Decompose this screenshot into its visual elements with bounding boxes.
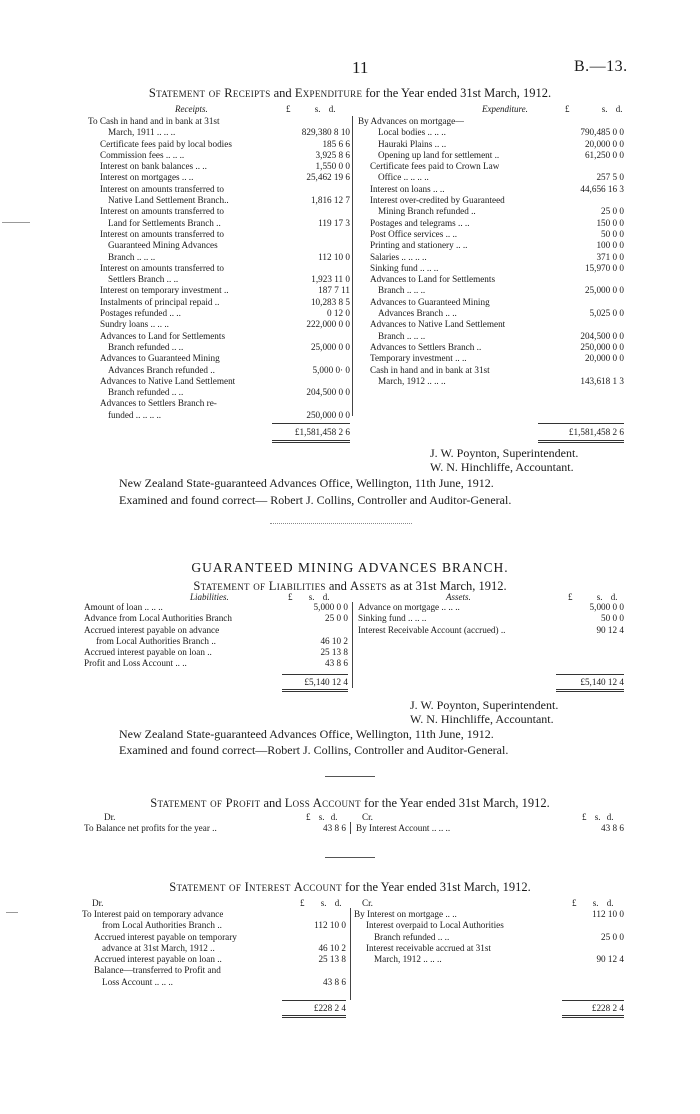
expenditure-row-label: Printing and stationery .. .. — [370, 240, 468, 251]
receipt-row-amount: 187 7 11 — [318, 285, 350, 296]
interest-dr-row-label: advance at 31st March, 1912 .. — [102, 942, 215, 953]
receipt-row-label: funded .. .. .. .. — [108, 409, 162, 420]
receipts-total-double-rule — [272, 440, 350, 443]
liability-row-label: Accrued interest payable on loan .. — [84, 647, 212, 658]
liabilities-total-rule — [282, 674, 348, 675]
interest-cr-row — [354, 920, 624, 931]
liability-row — [84, 647, 348, 658]
liability-row-label: from Local Authorities Branch .. — [96, 635, 216, 646]
receipt-row — [88, 342, 350, 353]
expenditure-row-amount: 100 0 0 — [596, 240, 624, 251]
expenditure-row — [358, 376, 624, 387]
currency-header-right: £ s. d. — [565, 104, 623, 114]
receipt-row — [88, 387, 350, 398]
receipt-row — [88, 252, 350, 263]
expenditure-row-amount: 204,500 0 0 — [580, 330, 624, 341]
examined-note-1: Examined and found correct— Robert J. Collins, Controller and Auditor-General. — [119, 493, 512, 507]
expenditure-row — [358, 150, 624, 161]
liability-row — [84, 636, 348, 647]
receipt-row-label: Branch refunded .. .. — [108, 387, 184, 398]
office-note-1: New Zealand State-guaranteed Advances Office, Wellington, 11th June, 1912. — [119, 476, 494, 490]
receipt-row — [88, 240, 350, 251]
interest-dr-row — [82, 977, 346, 988]
expenditure-row-amount: 25,000 0 0 — [584, 285, 624, 296]
signature-accountant-1: W. N. Hinchliffe, Accountant. — [430, 460, 574, 474]
expenditure-row — [358, 331, 624, 342]
receipt-row-amount: 829,380 8 10 — [301, 127, 350, 138]
receipt-row — [88, 398, 350, 409]
mining-currency-right: £ s. d. — [568, 592, 618, 602]
page-number: 11 — [352, 58, 369, 77]
expenditure-row-label: Opening up land for settlement .. — [378, 149, 500, 160]
expenditure-row-label: Post Office services .. .. — [370, 228, 458, 239]
receipt-row-label: Advances Branch refunded .. — [108, 364, 215, 375]
receipt-row-label: Interest on amounts transferred to — [100, 206, 224, 217]
interest-cr-row-label: Interest overpaid to Local Authorities — [366, 920, 504, 931]
receipt-row-label: Advances to Settlers Branch re- — [100, 398, 217, 409]
asset-row-amount: 5,000 0 0 — [589, 602, 624, 612]
expenditure-row-amount: 143,618 1 3 — [580, 375, 624, 386]
expenditure-table — [358, 116, 624, 387]
profit-loss-currency-left: £ s. d. — [306, 812, 338, 822]
receipt-row-label: Postages refunded .. .. — [100, 308, 181, 319]
receipt-row-label: Interest on mortgages .. .. — [100, 172, 194, 183]
interest-divider — [350, 908, 351, 1000]
expenditure-row-label: Office .. .. .. .. — [378, 172, 429, 183]
receipt-row — [88, 319, 350, 330]
receipt-row — [88, 206, 350, 217]
expenditure-row-amount: 790,485 0 0 — [580, 127, 624, 138]
receipt-row — [88, 116, 350, 127]
receipt-row-amount: 25,462 19 6 — [306, 172, 350, 183]
expenditure-row-label: Interest on loans .. .. — [370, 183, 445, 194]
profit-loss-divider — [350, 822, 351, 834]
expenditure-row-amount: 5,025 0 0 — [589, 308, 624, 319]
receipt-row — [88, 308, 350, 319]
receipt-row-amount: 185 6 6 — [322, 138, 350, 149]
asset-row-amount: 90 12 4 — [596, 624, 624, 635]
receipt-row-label: Sundry loans .. .. .. — [100, 319, 169, 330]
interest-dr-row — [82, 909, 346, 920]
assets-total-rule — [556, 674, 624, 675]
receipt-row — [88, 274, 350, 285]
liability-row-label: Accrued interest payable on advance — [84, 624, 220, 635]
expenditure-row-amount: 371 0 0 — [596, 251, 624, 262]
receipt-row-amount: 0 12 0 — [327, 308, 350, 319]
interest-dr-row — [82, 943, 346, 954]
asset-row-label: Interest Receivable Account (accrued) .. — [358, 624, 506, 635]
margin-mark — [6, 912, 18, 913]
receipt-row — [88, 218, 350, 229]
interest-dr-row-label: Loss Account .. .. .. — [102, 976, 173, 987]
receipts-total-rule — [272, 423, 350, 424]
receipt-row — [88, 139, 350, 150]
expenditure-row-label: Cash in hand and in bank at 31st — [370, 364, 490, 375]
expenditure-row — [358, 285, 624, 296]
receipt-row-label: Branch .. .. .. — [108, 251, 156, 262]
interest-cr-row-amount: 112 10 0 — [592, 909, 624, 919]
receipt-row-label: To Cash in hand and in bank at 31st — [88, 116, 220, 126]
assets-total: £5,140 12 4 — [580, 677, 624, 687]
liabilities-table — [84, 602, 348, 670]
receipt-row-label: Interest on bank balances .. .. — [100, 161, 207, 172]
interest-dr-row — [82, 965, 346, 976]
expenditure-row-label: Postages and telegrams .. .. — [370, 217, 470, 228]
expenditure-row-label: Local bodies .. .. .. — [378, 127, 446, 138]
asset-row — [358, 613, 624, 624]
receipt-row — [88, 285, 350, 296]
liability-row-amount: 46 10 2 — [320, 635, 348, 646]
expenditure-row-label: Temporary investment .. .. — [370, 353, 467, 364]
receipt-row-label: Settlers Branch .. .. — [108, 274, 179, 285]
expenditure-row — [358, 218, 624, 229]
expenditure-row — [358, 161, 624, 172]
office-note-2: New Zealand State-guaranteed Advances Office, Wellington, 11th June, 1912. — [119, 727, 494, 741]
receipts-statement-title: Statement of Receipts and Expenditure for the Year ended 31st March, 1912. — [148, 86, 552, 100]
expenditure-row — [358, 263, 624, 274]
interest-dr-row-amount: 25 13 8 — [318, 954, 346, 965]
interest-dr-row-label: from Local Authorities Branch .. — [102, 920, 222, 931]
receipt-row-label: Branch refunded .. .. — [108, 341, 184, 352]
liability-row-label: Advance from Local Authorities Branch — [84, 613, 232, 624]
expenditure-row-label: By Advances on mortgage— — [358, 116, 465, 126]
expenditure-row-label: Advances to Guaranteed Mining — [370, 296, 490, 307]
expenditure-row — [358, 184, 624, 195]
receipt-row-amount: 5,000 0· 0 — [312, 364, 350, 375]
receipt-row-amount: 250,000 0 0 — [306, 409, 350, 420]
receipt-row — [88, 195, 350, 206]
receipt-row-amount: 119 17 3 — [318, 217, 350, 228]
expenditure-row-amount: 61,250 0 0 — [584, 149, 624, 160]
interest-currency-left: £ s. d. — [300, 898, 342, 908]
receipt-row-amount: 112 10 0 — [318, 251, 350, 262]
interest-dr-row — [82, 932, 346, 943]
mining-column-divider — [352, 602, 353, 688]
interest-dr-table — [82, 909, 346, 988]
expenditure-row-label: Mining Branch refunded .. — [378, 206, 476, 217]
expenditure-row-label: Interest over-credited by Guaranteed — [370, 195, 505, 206]
expenditure-row — [358, 229, 624, 240]
assets-column-head: Assets. — [446, 592, 471, 602]
interest-dr-total: £228 2 4 — [313, 1003, 346, 1013]
expenditure-row — [358, 116, 624, 127]
receipt-row-label: Advances to Guaranteed Mining — [100, 353, 220, 364]
receipt-row — [88, 150, 350, 161]
currency-header-left: £ s. d. — [286, 104, 336, 114]
liabilities-total: £5,140 12 4 — [304, 677, 348, 687]
profit-loss-currency-right: £ s. d. — [582, 812, 614, 822]
receipt-row-label: Interest on amounts transferred to — [100, 228, 224, 239]
expenditure-row-label: March, 1912 .. .. .. — [378, 375, 446, 386]
expenditure-row-amount: 25 0 0 — [601, 206, 624, 217]
expenditure-row-label: Salaries .. .. .. .. — [370, 251, 427, 262]
interest-cr-row — [354, 932, 624, 943]
expenditure-row — [358, 353, 624, 364]
expenditure-total-double-rule — [538, 440, 624, 443]
profit-loss-dr-label: Dr. — [104, 812, 116, 822]
mining-branch-heading: GUARANTEED MINING ADVANCES BRANCH. — [191, 560, 509, 575]
expenditure-row-amount: 20,000 0 0 — [584, 353, 624, 364]
interest-dr-row-label: To Interest paid on temporary advance — [82, 909, 224, 919]
liability-row — [84, 625, 348, 636]
expenditure-row — [358, 342, 624, 353]
asset-row-label: Advance on mortgage .. .. .. — [358, 602, 460, 612]
interest-cr-row-label: Branch refunded .. .. — [374, 931, 450, 942]
expenditure-row-label: Branch .. .. .. — [378, 330, 426, 341]
interest-dr-row-amount: 46 10 2 — [318, 942, 346, 953]
receipt-row-amount: 1,816 12 7 — [310, 195, 350, 206]
interest-title: Statement of Interest Account for the Year ended 31st March, 1912. — [169, 880, 531, 894]
interest-dr-double-rule — [282, 1015, 346, 1018]
signature-accountant-2: W. N. Hinchliffe, Accountant. — [410, 712, 554, 726]
interest-cr-row — [354, 954, 624, 965]
expenditure-row-amount: 20,000 0 0 — [584, 138, 624, 149]
interest-dr-row — [82, 954, 346, 965]
interest-cr-total: £228 2 4 — [591, 1003, 624, 1013]
receipt-row-amount: 1,923 11 0 — [311, 274, 350, 285]
expenditure-row-label: Advances to Land for Settlements — [370, 274, 496, 285]
expenditure-row-amount: 150 0 0 — [596, 217, 624, 228]
expenditure-row-label: Advances Branch .. .. — [378, 308, 457, 319]
receipt-row — [88, 365, 350, 376]
liability-row-amount: 5,000 0 0 — [313, 602, 348, 612]
interest-cr-row — [354, 909, 624, 920]
signature-superintendent-2: J. W. Poynton, Superintendent. — [410, 698, 559, 712]
receipt-row — [88, 297, 350, 308]
section-separator — [270, 523, 412, 524]
expenditure-row-amount: 257 5 0 — [596, 172, 624, 183]
expenditure-row — [358, 319, 624, 330]
receipt-row-label: Commission fees .. .. .. — [100, 149, 185, 160]
expenditure-row — [358, 195, 624, 206]
receipt-row-label: Interest on temporary investment .. — [100, 285, 229, 296]
liability-row — [84, 602, 348, 613]
expenditure-row-amount: 15,970 0 0 — [584, 262, 624, 273]
profit-loss-title: Statement of Profit and Loss Account for the Year ended 31st March, 1912. — [150, 796, 550, 810]
expenditure-row — [358, 252, 624, 263]
expenditure-total: £1,581,458 2 6 — [568, 427, 624, 437]
document-code: B.—13. — [574, 58, 628, 75]
expenditure-total-rule — [538, 423, 624, 424]
mining-currency-left: £ s. d. — [288, 592, 330, 602]
receipt-row — [88, 353, 350, 364]
liability-row-label: Amount of loan .. .. .. — [84, 602, 163, 612]
receipt-row-label: Certificate fees paid by local bodies — [100, 138, 232, 149]
receipt-row-label: Advances to Native Land Settlement — [100, 375, 236, 386]
expenditure-row — [358, 297, 624, 308]
interest-cr-total-rule — [562, 1000, 624, 1001]
examined-note-2: Examined and found correct—Robert J. Collins, Controller and Auditor-General. — [119, 743, 509, 757]
interest-cr-row-label: March, 1912 .. .. .. — [374, 954, 442, 965]
expenditure-row — [358, 308, 624, 319]
receipt-row-label: Land for Settlements Branch .. — [108, 217, 221, 228]
expenditure-row-amount: 50 0 0 — [601, 228, 624, 239]
interest-cr-table — [354, 909, 624, 965]
interest-dr-row-label: Accrued interest payable on loan .. — [94, 954, 222, 965]
interest-dr-row-label: Accrued interest payable on temporary — [94, 931, 237, 942]
signature-superintendent-1: J. W. Poynton, Superintendent. — [430, 446, 579, 460]
margin-mark — [2, 222, 30, 223]
receipt-row-label: Interest on amounts transferred to — [100, 183, 224, 194]
receipt-row-label: Guaranteed Mining Advances — [108, 240, 218, 251]
receipt-row-amount: 25,000 0 0 — [310, 341, 350, 352]
liability-row-label: Profit and Loss Account .. .. — [84, 658, 187, 669]
interest-dr-row-label: Balance—transferred to Profit and — [94, 965, 221, 976]
liability-row-amount: 25 0 0 — [325, 613, 348, 624]
interest-cr-label: Cr. — [362, 898, 373, 908]
receipt-row — [88, 127, 350, 138]
section-separator-3 — [325, 857, 375, 858]
receipt-row-label: Native Land Settlement Branch.. — [108, 195, 229, 206]
expenditure-row — [358, 274, 624, 285]
interest-cr-row-amount: 25 0 0 — [601, 931, 624, 942]
interest-cr-double-rule — [562, 1015, 624, 1018]
receipt-row-amount: 222,000 0 0 — [306, 319, 350, 330]
expenditure-row-label: Hauraki Plains .. .. — [378, 138, 447, 149]
assets-table — [358, 602, 624, 636]
interest-dr-row — [82, 920, 346, 931]
expenditure-row — [358, 127, 624, 138]
receipts-total: £1,581,458 2 6 — [294, 427, 350, 437]
profit-loss-cr-label: Cr. — [362, 812, 373, 822]
liabilities-column-head: Liabilities. — [190, 592, 229, 602]
receipt-row — [88, 331, 350, 342]
receipts-table — [88, 116, 350, 421]
receipt-row-label: March, 1911 .. .. .. — [108, 127, 176, 138]
expenditure-column-head: Expenditure. — [482, 104, 528, 114]
interest-cr-row-label: Interest receivable accrued at 31st — [366, 942, 491, 953]
expenditure-row — [358, 139, 624, 150]
expenditure-row-label: Branch .. .. .. — [378, 285, 426, 296]
interest-currency-right: £ s. d. — [572, 898, 614, 908]
receipt-row-label: Instalments of principal repaid .. — [100, 296, 220, 307]
mining-statement-title: Statement of Liabilities and Assets as at 31st March, 1912. — [193, 579, 507, 593]
receipt-row-amount: 204,500 0 0 — [306, 387, 350, 398]
receipt-row-label: Advances to Land for Settlements — [100, 330, 226, 341]
asset-row-amount: 50 0 0 — [601, 613, 624, 624]
expenditure-row-label: Advances to Settlers Branch .. — [370, 341, 482, 352]
section-separator-2 — [325, 776, 375, 777]
expenditure-row-label: Advances to Native Land Settlement — [370, 319, 506, 330]
receipt-row — [88, 184, 350, 195]
receipts-column-head: Receipts. — [175, 104, 208, 114]
receipt-row-amount: 1,550 0 0 — [315, 161, 350, 172]
interest-cr-row-amount: 90 12 4 — [596, 954, 624, 965]
expenditure-row-label: Sinking fund .. .. .. — [370, 262, 439, 273]
expenditure-row — [358, 240, 624, 251]
interest-dr-total-rule — [282, 1000, 346, 1001]
receipt-row-amount: 10,283 8 5 — [310, 296, 350, 307]
asset-row — [358, 625, 624, 636]
interest-dr-row-amount: 112 10 0 — [314, 920, 346, 931]
asset-row — [358, 602, 624, 613]
expenditure-row-amount: 44,656 16 3 — [580, 183, 624, 194]
receipt-row — [88, 229, 350, 240]
expenditure-row — [358, 172, 624, 183]
expenditure-row-amount: 250,000 0 0 — [580, 341, 624, 352]
receipt-row-amount: 3,925 8 6 — [315, 149, 350, 160]
interest-cr-row-label: By Interest on mortgage .. .. — [354, 909, 457, 919]
liability-row-amount: 43 8 6 — [325, 658, 348, 669]
expenditure-row — [358, 206, 624, 217]
receipt-row — [88, 376, 350, 387]
liability-row — [84, 613, 348, 624]
liabilities-double-rule — [282, 689, 348, 692]
interest-cr-row — [354, 943, 624, 954]
expenditure-row — [358, 365, 624, 376]
liability-row — [84, 658, 348, 669]
column-divider — [352, 116, 353, 416]
expenditure-row-label: Certificate fees paid to Crown Law — [370, 161, 500, 172]
receipt-row — [88, 410, 350, 421]
receipt-row — [88, 172, 350, 183]
assets-double-rule — [556, 689, 624, 692]
receipt-row — [88, 263, 350, 274]
receipt-row-label: Interest on amounts transferred to — [100, 262, 224, 273]
asset-row-label: Sinking fund .. .. .. — [358, 613, 427, 624]
interest-dr-row-amount: 43 8 6 — [323, 976, 346, 987]
interest-dr-label: Dr. — [92, 898, 104, 908]
receipt-row — [88, 161, 350, 172]
liability-row-amount: 25 13 8 — [320, 647, 348, 658]
